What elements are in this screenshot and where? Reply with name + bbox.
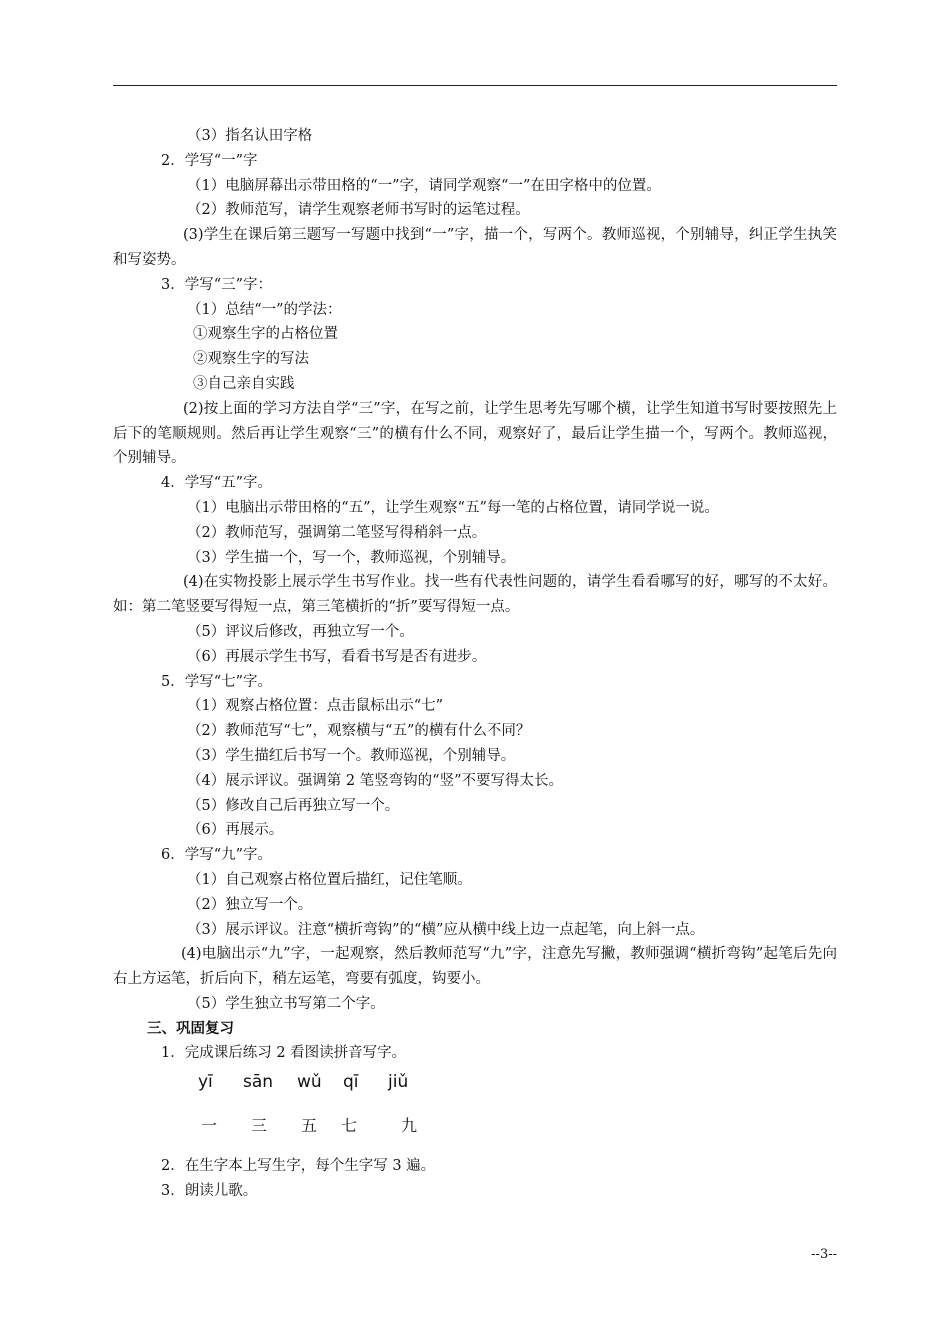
pinyin-2: sān: [243, 1072, 274, 1093]
hanzi-row: [113, 1102, 837, 1154]
section-heading: 2．在生字本上写生字，每个生字写 3 遍。: [161, 1158, 436, 1175]
text-line: （6）再展示学生书写，看看书写是否有进步。: [187, 648, 487, 665]
text-paragraph: (3)学生在课后第三题写一写题中找到“一”字，描一个，写两个。教师巡视，个别辅导，纠正学生执笑和写姿势。: [113, 227, 837, 268]
pinyin-5: jiǔ: [388, 1072, 409, 1093]
section-heading: 4．学写“五”字。: [161, 475, 273, 492]
text-line: （1）电脑屏幕出示带田格的“一”字，请同学观察“一”在田字格中的位置。: [187, 177, 661, 194]
hanzi-5: 九: [401, 1116, 418, 1136]
section-heading: 3．朗读儿歌。: [161, 1183, 258, 1200]
text-paragraph: (4)电脑出示“九”字，一起观察，然后教师范写“九”字，注意先写撇，教师强调“横折弯钩”起笔后先向右上方运笔，折后向下，稍左运笔，弯要有弧度，钩要小。: [113, 946, 837, 988]
text-line: （5）修改自己后再独立写一个。: [187, 797, 400, 814]
pinyin-1: yī: [198, 1072, 213, 1093]
text-line: （1）自己观察占格位置后描红，记住笔顺。: [187, 871, 472, 888]
text-line: （6）再展示。: [187, 822, 284, 839]
document-body: [113, 124, 837, 1204]
part-heading: 三、巩固复习: [147, 1019, 234, 1037]
hanzi-2: 三: [251, 1116, 268, 1136]
hanzi-1: 一: [201, 1116, 218, 1136]
section-heading: 5．学写“七”字。: [161, 673, 273, 690]
text-line: （3）指名认田字格: [187, 128, 313, 144]
text-line: （5）学生独立书写第二个字。: [187, 995, 385, 1012]
list-item: ③自己亲自实践: [193, 375, 295, 392]
text-line: （1）电脑出示带田格的“五”，让学生观察“五”每一笔的占格位置，请同学说一说。: [187, 499, 719, 516]
hanzi-4: 七: [341, 1116, 358, 1136]
text-line: （4）展示评议。强调第 2 笔竖弯钩的“竖”不要写得太长。: [187, 772, 563, 789]
text-line: （3）展示评议。注意“横折弯钩”的“横”应从横中线上边一点起笔，向上斜一点。: [187, 921, 705, 938]
page-number: --3--: [811, 1247, 837, 1262]
section-heading: 6．学写“九”字。: [161, 847, 273, 864]
hanzi-3: 五: [301, 1116, 318, 1136]
text-line: （5）评议后修改，再独立写一个。: [187, 623, 414, 640]
list-item: ②观察生字的写法: [193, 351, 309, 368]
pinyin-3: wǔ: [297, 1072, 322, 1093]
section-heading: 2．学写“一”字: [161, 152, 258, 169]
text-line: （2）教师范写“七”，观察横与“五”的横有什么不同？: [187, 723, 531, 740]
text-paragraph: (4)在实物投影上展示学生书写作业。找一些有代表性问题的，请学生看看哪写的好，哪写的不太好。如：第二笔竖要写得短一点，第三笔横折的“折”要写得短一点。: [113, 574, 837, 616]
text-line: （2）独立写一个。: [187, 896, 313, 913]
text-line: （1）观察占格位置：点击鼠标出示“七”: [187, 698, 444, 715]
text-paragraph: (2)按上面的学习方法自学“三”字，在写之前，让学生思考先写哪个横，让学生知道书写时要按照先上后下的笔顺规则。然后再让学生观察“三”的横有什么不同，观察好了，最后让学生描一个，写两个。教师巡视，个别辅导。: [113, 400, 837, 467]
text-line: （3）学生描红后书写一个。教师巡视，个别辅导。: [187, 747, 516, 764]
pinyin-row: [113, 1066, 837, 1102]
text-line: （1）总结“一”的学法：: [187, 301, 342, 318]
pinyin-4: qī: [343, 1072, 359, 1093]
section-heading: 1．完成课后练习 2 看图读拼音写字。: [161, 1045, 407, 1062]
text-line: （3）学生描一个，写一个，教师巡视，个别辅导。: [187, 549, 516, 566]
section-heading: 3．学写“三”字：: [161, 276, 273, 293]
text-line: （2）教师范写，强调第二笔竖写得稍斜一点。: [187, 524, 487, 541]
text-line: （2）教师范写，请学生观察老师书写时的运笔过程。: [187, 202, 530, 219]
list-item: ①观察生字的占格位置: [193, 326, 338, 343]
header-rule: [113, 85, 837, 86]
